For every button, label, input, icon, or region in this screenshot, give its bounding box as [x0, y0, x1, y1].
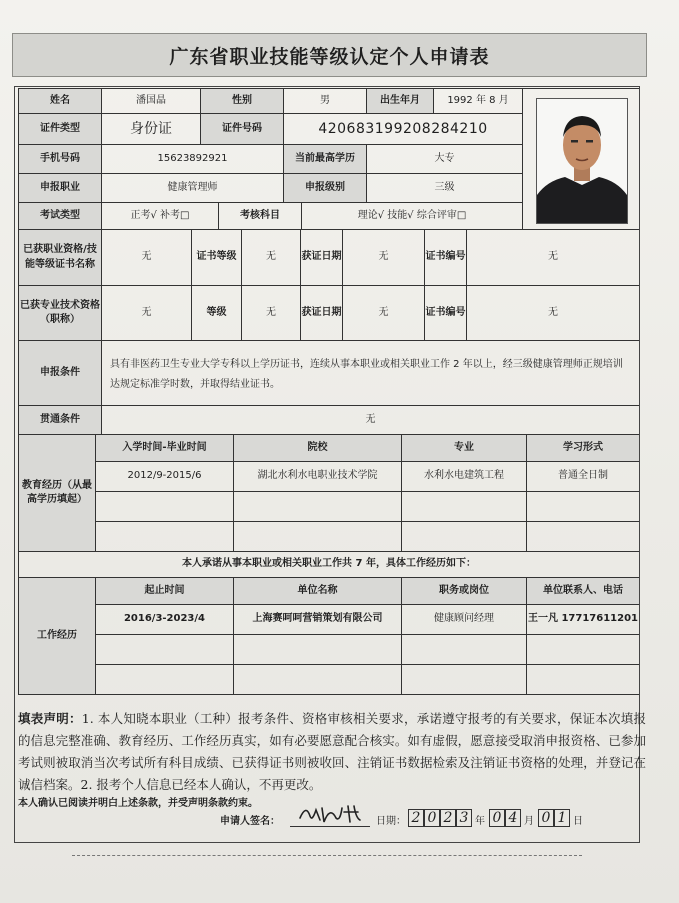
value-education: 大专 [366, 144, 523, 174]
value-id-no: 420683199208284210 [283, 113, 523, 145]
confirm-text: 本人确认已阅读并明白上述条款，并受声明条款约束。 [18, 798, 258, 809]
edu-header-mode: 学习形式 [526, 434, 640, 462]
edu-empty-cell [526, 491, 640, 522]
dashed-divider [72, 855, 582, 856]
work-cell-contact: 王一凡 17717611201 [526, 604, 640, 635]
work-empty-cell [233, 664, 402, 695]
label-prof-tech: 已获专业技术资格（职称） [18, 285, 102, 341]
edu-cell-mode: 普通全日制 [526, 461, 640, 492]
label-cert-no: 证书编号 [424, 229, 467, 286]
declaration [18, 708, 646, 796]
value-phone: 15623892921 [101, 144, 284, 174]
value-occupation: 健康管理师 [101, 173, 284, 203]
value-through: 无 [101, 405, 640, 435]
label-prof-date: 获证日期 [300, 285, 343, 341]
edu-empty-cell [233, 521, 402, 552]
value-cert-date: 无 [342, 229, 425, 286]
value-exam-type: 正考√ 补考□ [101, 202, 219, 230]
declaration-text: 1. 本人知晓本职业（工种）报考条件、资格审核相关要求，承诺遵守报考的有关要求，保证本次填报的信息完整准确、教育经历、工作经历真实，如有必要愿意配合核实。如有虚假，愿意接受取消申报资格、已参加考试则被取消当次考试所有科目成绩、已获得证书则被收回、注销证书数据检索及注销证书资格的处理，并登记在诚信档案。2. 报考个人信息已经本人确认，不再更改。 [18, 711, 646, 792]
label-exam-subject: 考核科目 [218, 202, 302, 230]
work-empty-cell [401, 634, 527, 665]
label-education: 当前最高学历 [283, 144, 367, 174]
edu-header-period: 入学时间-毕业时间 [95, 434, 234, 462]
work-empty-cell [95, 664, 234, 695]
edu-cell-school: 湖北水利水电职业技术学院 [233, 461, 402, 492]
work-cell-position: 健康顾问经理 [401, 604, 527, 635]
date-digit: 2 [408, 809, 424, 827]
value-qual-cert: 无 [101, 229, 192, 286]
value-level: 三级 [366, 173, 523, 203]
value-prof-tech: 无 [101, 285, 192, 341]
label-cert-level: 证书等级 [191, 229, 242, 286]
work-empty-cell [526, 634, 640, 665]
edu-empty-cell [526, 521, 640, 552]
value-cert-level: 无 [241, 229, 301, 286]
label-qual-cert: 已获职业资格/技能等级证书名称 [18, 229, 102, 286]
date-digit: 0 [424, 809, 440, 827]
work-header-position: 职务或岗位 [401, 577, 527, 605]
signature-line [290, 826, 370, 827]
date-unit-day: 日 [573, 816, 583, 827]
date-digit: 0 [489, 809, 505, 827]
value-name: 潘国晶 [101, 88, 201, 114]
work-statement: 本人承诺从事本职业或相关职业工作共 7 年，具体工作经历如下： [18, 551, 640, 578]
date-digit: 3 [456, 809, 472, 827]
label-phone: 手机号码 [18, 144, 102, 174]
label-birth: 出生年月 [366, 88, 434, 114]
date-unit-year: 年 [475, 816, 485, 827]
value-conditions: 具有非医药卫生专业大学专科以上学历证书，连续从事本职业或相关职业工作 2 年以上，经三级健康管理师正规培训达规定标准学时数，并取得结业证书。 [101, 340, 640, 406]
edu-cell-major: 水利水电建筑工程 [401, 461, 527, 492]
label-work-history: 工作经历 [18, 577, 96, 695]
work-cell-period: 2016/3-2023/4 [95, 604, 234, 635]
applicant-photo [536, 98, 628, 224]
edu-cell-period: 2012/9-2015/6 [95, 461, 234, 492]
label-exam-type: 考试类型 [18, 202, 102, 230]
label-occupation: 申报职业 [18, 173, 102, 203]
date-digit: 1 [554, 809, 570, 827]
label-prof-no: 证书编号 [424, 285, 467, 341]
value-prof-no: 无 [466, 285, 640, 341]
work-header-company: 单位名称 [233, 577, 402, 605]
edu-empty-cell [233, 491, 402, 522]
value-exam-subject: 理论√ 技能√ 综合评审□ [301, 202, 523, 230]
label-id-no: 证件号码 [200, 113, 284, 145]
work-cell-company: 上海赛呵呵营销策划有限公司 [233, 604, 402, 635]
label-level: 申报级别 [283, 173, 367, 203]
label-conditions: 申报条件 [18, 340, 102, 406]
label-through: 贯通条件 [18, 405, 102, 435]
signature-label: 申请人签名： [220, 816, 280, 827]
value-prof-level: 无 [241, 285, 301, 341]
date-unit-month: 月 [524, 816, 534, 827]
signature-image [296, 800, 366, 826]
date-label: 日期： [376, 816, 406, 827]
work-empty-cell [526, 664, 640, 695]
work-header-period: 起止时间 [95, 577, 234, 605]
work-empty-cell [401, 664, 527, 695]
label-cert-date: 获证日期 [300, 229, 343, 286]
edu-empty-cell [95, 491, 234, 522]
date-digit: 2 [440, 809, 456, 827]
edu-header-major: 专业 [401, 434, 527, 462]
label-name: 姓名 [18, 88, 102, 114]
value-id-type: 身份证 [101, 113, 201, 145]
date-digit: 0 [538, 809, 554, 827]
value-cert-no: 无 [466, 229, 640, 286]
value-prof-date: 无 [342, 285, 425, 341]
declaration-title: 填表声明： [18, 711, 82, 726]
form-title: 广东省职业技能等级认定个人申请表 [12, 33, 647, 77]
value-gender: 男 [283, 88, 367, 114]
edu-empty-cell [401, 521, 527, 552]
work-empty-cell [233, 634, 402, 665]
label-prof-level: 等级 [191, 285, 242, 341]
date-digit: 4 [505, 809, 521, 827]
edu-empty-cell [401, 491, 527, 522]
work-empty-cell [95, 634, 234, 665]
label-gender: 性别 [200, 88, 284, 114]
edu-empty-cell [95, 521, 234, 552]
label-id-type: 证件类型 [18, 113, 102, 145]
value-birth: 1992 年 8 月 [433, 88, 523, 114]
label-edu-history: 教育经历（从最高学历填起） [18, 434, 96, 552]
work-header-contact: 单位联系人、电话 [526, 577, 640, 605]
edu-header-school: 院校 [233, 434, 402, 462]
